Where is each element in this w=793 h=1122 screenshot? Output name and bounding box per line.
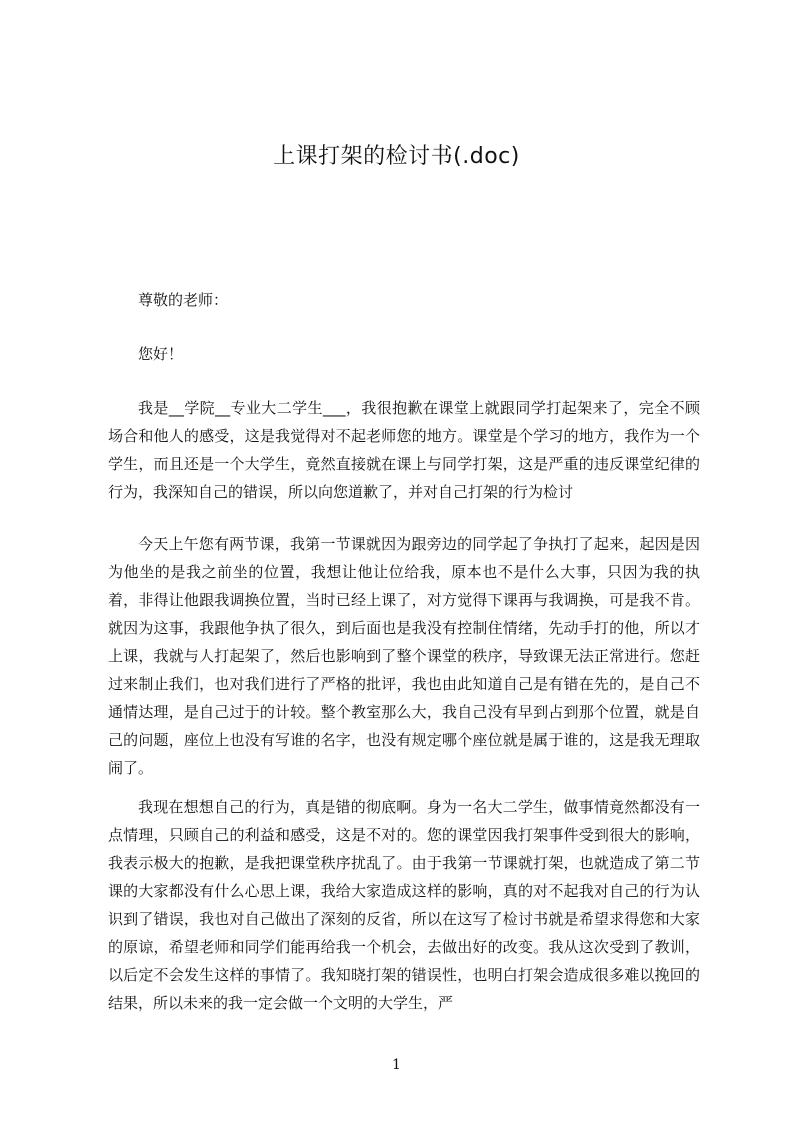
paragraph-2: 今天上午您有两节课，我第一节课就因为跟旁边的同学起了争执打了起来，起因是因为他坐的是我之前坐的位置，我想让他让位给我，原本也不是什么大事，只因为我的执着，非得让他跟我调换位置，当时已经上课了，对方觉得下课再与我调换，可是我不肯。就因为这事，我跟他争执了很久，到后面也是我没有控制住情绪，先动手打的他，所以才上课，我就与人打起架了，然后也影响到了整个课堂的秩序，导致课无法正常进行。您赶过来制止我们，也对我们进行了严格的批评，我也由此知道自己是有错在先的，是自己不通情达理，是自己过于的计较。整个教室那么大，我自己没有早到占到那个位置，就是自己的问题，座位上也没有写谁的名字，也没有规定哪个座位就是属于谁的，这是我无理取闹了。: [108, 535, 700, 777]
paragraph-3: 我现在想想自己的行为，真是错的彻底啊。身为一名大二学生，做事情竟然都没有一点情理，只顾自己的利益和感受，这是不对的。您的课堂因我打架事件受到很大的影响，我表示极大的抱歉，是我把课堂秩序扰乱了。由于我第一节课就打架，也就造成了第二节课的大家都没有什么心思上课，我给大家造成这样的影响，真的对不起我对自己的行为认识到了错误，我也对自己做出了深刻的反省，所以在这写了检讨书就是希望求得您和大家的原谅，希望老师和同学们能再给我一个机会，去做出好的改变。我从这次受到了教训，以后定不会发生这样的事情了。我知晓打架的错误性，也明白打架会造成很多难以挽回的结果，所以未来的我一定会做一个文明的大学生，严: [108, 798, 700, 1012]
document-title: 上课打架的检讨书(.doc): [273, 144, 520, 169]
page-number: 1: [392, 1057, 401, 1073]
salutation: 尊敬的老师：: [138, 291, 229, 309]
greeting: 您好！: [138, 345, 184, 363]
paragraph-1: 我是__学院__专业大二学生___，我很抱歉在课堂上就跟同学打起架来了，完全不顾场合和他人的感受，这是我觉得对不起老师您的地方。课堂是个学习的地方，我作为一个学生，而且还是一个大学生，竟然直接就在课上与同学打架，这是严重的违反课堂纪律的行为，我深知自己的错误，所以向您道歉了，并对自己打架的行为检讨: [108, 399, 700, 501]
